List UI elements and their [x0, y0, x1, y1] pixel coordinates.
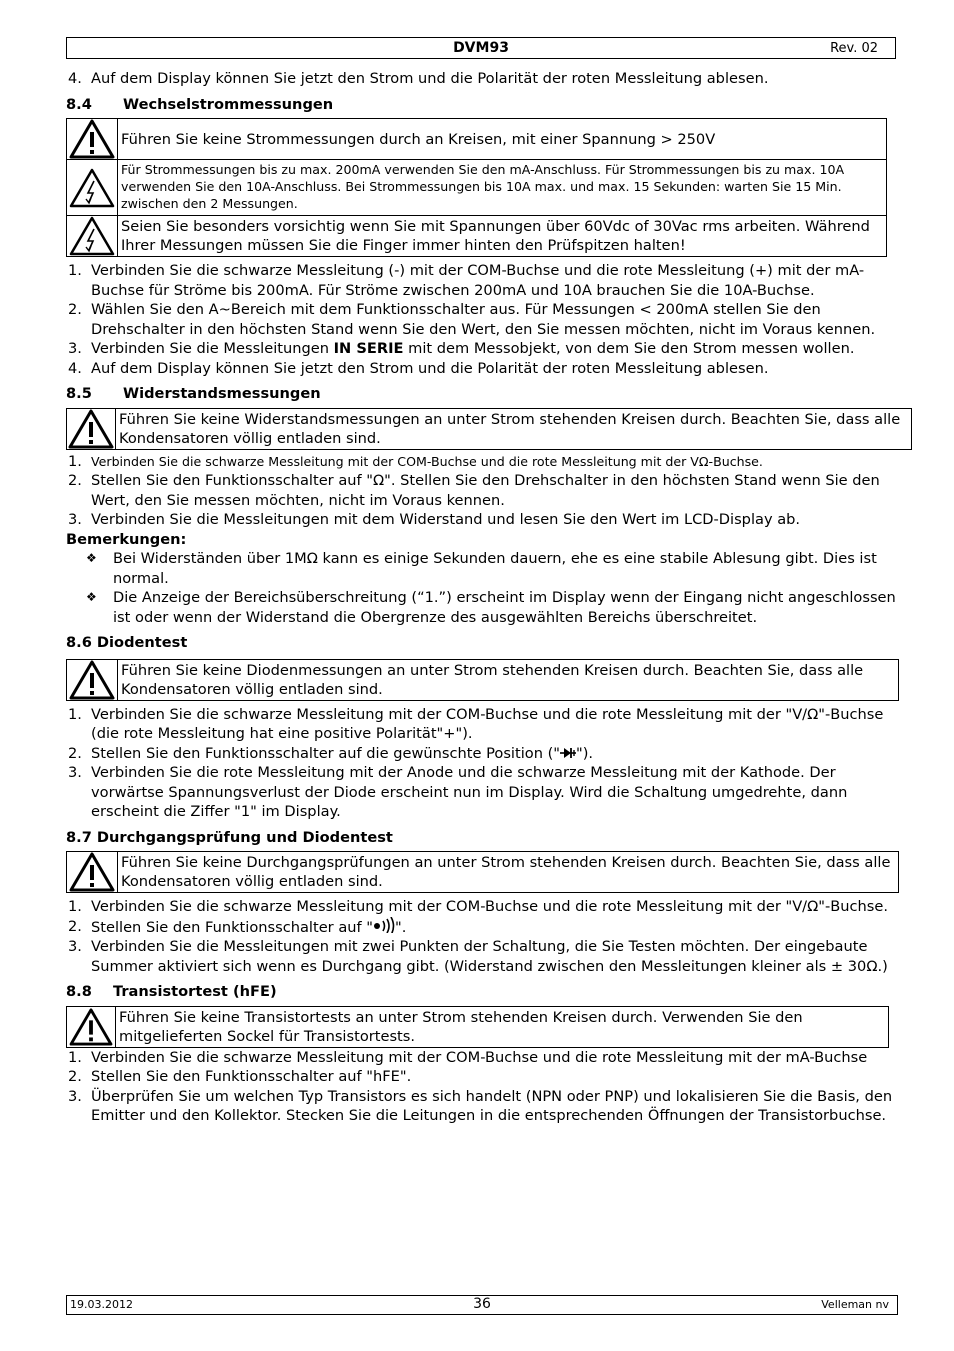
- list-item: 1. Verbinden Sie die schwarze Messleitung mit der COM-Buchse und die rote Messleitung mit der VΩ-Buchse.: [68, 452, 763, 470]
- warning-icon: [67, 119, 118, 160]
- warning-text: Führen Sie keine Diodenmessungen an unter Strom stehenden Kreisen durch. Beachten Sie, dass alle Kondensatoren völlig entladen sind.: [118, 659, 899, 700]
- list-item: 1. Verbinden Sie die schwarze Messleitung mit der COM-Buchse und die rote Messleitung mit der mA-Buchse: [68, 1048, 868, 1066]
- list-item: 3. Verbinden Sie die rote Messleitung mit der Anode und die schwarze Messleitung mit der Kathode. Der vorwärtse Spannungsverlust der Diode erscheint nun im Display. Wird die Schaltung umgedrehte, dann erscheint die Ziffer "1" im Display.: [68, 764, 848, 820]
- list-item: 2. Stellen Sie den Funktionsschalter auf "hFE".: [68, 1068, 412, 1085]
- list-item: 1. Verbinden Sie die schwarze Messleitung mit der COM-Buchse und die rote Messleitung mit der "V/Ω"-Buchse.: [68, 898, 888, 915]
- warning-text: Für Strommessungen bis zu max. 200mA verwenden Sie den mA-Anschluss. Für Strommessungen bis zu max. 10A verwenden Sie den 10A-Anschluss. Bei Strommessungen bis 10A max. und max. 15 Sekunden: warten Sie 15 Min. zwischen den 2 Messungen.: [118, 160, 887, 216]
- list-item: 3. Verbinden Sie die Messleitungen IN SERIE mit dem Messobjekt, von dem Sie den Strom messen wollen.: [68, 340, 855, 357]
- section-heading-8-8: 8.8 Transistortest (hFE): [66, 983, 277, 1000]
- section-heading-8-7: 8.7 Durchgangsprüfung und Diodentest: [66, 828, 393, 846]
- list-item: 3. Verbinden Sie die Messleitungen mit zwei Punkten der Schaltung, die Sie Testen möchten. Der eingebaute Summer aktiviert sich wenn es Durchgang gibt. (Widerstand zwischen den Messleitungen kleiner als ± 30Ω.): [68, 938, 888, 975]
- warning-text: Führen Sie keine Transistortests an unter Strom stehenden Kreisen durch. Verwenden Sie den mitgelieferten Sockel für Transistortests.: [116, 1006, 889, 1047]
- list-item: 3. Verbinden Sie die Messleitungen mit dem Widerstand und lesen Sie den Wert im LCD-Display ab.: [68, 511, 801, 528]
- page: [66, 37, 901, 1126]
- remarks-heading: Bemerkungen:: [66, 530, 187, 548]
- warning-icon: [67, 408, 116, 449]
- warning-table: [66, 659, 899, 701]
- diode-icon: [560, 747, 576, 759]
- warning-table: [66, 851, 899, 893]
- warning-icon: [67, 852, 118, 893]
- page-footer: [66, 1295, 898, 1315]
- warning-icon: [67, 1006, 116, 1047]
- list-item: 4. Auf dem Display können Sie jetzt den Strom und die Polarität der roten Messleitung ablesen.: [68, 70, 769, 87]
- warning-text: Führen Sie keine Strommessungen durch an Kreisen, mit einer Spannung > 250V: [118, 119, 887, 160]
- list-item: 2. Stellen Sie den Funktionsschalter auf " ".: [68, 917, 407, 936]
- section-heading-8-5: 8.5 Widerstandsmessungen: [66, 385, 321, 402]
- list-item: ❖ Die Anzeige der Bereichsüberschreitung (“1.”) erscheint im Display wenn der Eingang nicht angeschlossen ist oder wenn der Widerstand die Obergrenze des ausgewählten Bereichs überschreitet.: [86, 589, 896, 626]
- bullet-icon: ❖: [86, 590, 97, 604]
- section-heading-8-6: 8.6 Diodentest: [66, 634, 188, 651]
- high-voltage-icon: [67, 160, 118, 216]
- warning-icon: [67, 659, 118, 700]
- footer-company: Velleman nv: [821, 1298, 889, 1311]
- warning-text: Führen Sie keine Durchgangsprüfungen an unter Strom stehenden Kreisen durch. Beachten Sie, dass alle Kondensatoren völlig entladen sind.: [118, 852, 899, 893]
- list-item: ❖ Bei Widerständen über 1MΩ kann es einige Sekunden dauern, ehe es eine stabile Ablesung gibt. Dies ist normal.: [86, 550, 877, 587]
- list-item: 3. Überprüfen Sie um welchen Typ Transistors es sich handelt (NPN oder PNP) und lokalisieren Sie die Basis, den Emitter und den Kollektor. Stecken Sie die Leitungen in die entsprechenden Öffnungen der Transistorbuchse.: [68, 1087, 893, 1124]
- page-number: 36: [473, 1296, 491, 1312]
- warning-table: [66, 1006, 889, 1048]
- list-item: 1. Verbinden Sie die schwarze Messleitung mit der COM-Buchse und die rote Messleitung mit der "V/Ω"-Buchse (die rote Messleitung hat eine positive Polarität"+").: [68, 705, 884, 742]
- list-item: 2. Wählen Sie den A~Bereich mit dem Funktionsschalter aus. Für Messungen < 200mA stellen Sie den Drehschalter in den höchsten Stand wenn Sie den Wert, den Sie messen möchten, nicht im Voraus kennen.: [68, 301, 876, 338]
- page-header: [66, 37, 896, 59]
- section-heading-8-4: 8.4 Wechselstrommessungen: [66, 95, 334, 113]
- list-item: 4. Auf dem Display können Sie jetzt den Strom und die Polarität der roten Messleitung ablesen.: [68, 359, 769, 377]
- bullet-icon: ❖: [86, 551, 97, 565]
- warning-table: [66, 408, 912, 450]
- footer-date: 19.03.2012: [70, 1298, 133, 1311]
- list-item: 2. Stellen Sie den Funktionsschalter auf die gewünschte Position (" ").: [68, 744, 594, 762]
- list-item: 1. Verbinden Sie die schwarze Messleitung (-) mit der COM-Buchse und die rote Messleitung (+) mit der mA-Buchse für Ströme bis 200mA. Für Ströme zwischen 200mA und 10A brauchen Sie die 10A-Buchse.: [68, 262, 865, 299]
- document-title: DVM93: [453, 40, 509, 56]
- warning-text: Führen Sie keine Widerstandsmessungen an unter Strom stehenden Kreisen durch. Beachten Sie, dass alle Kondensatoren völlig entladen sind.: [116, 408, 912, 449]
- list-item: 2. Stellen Sie den Funktionsschalter auf "Ω". Stellen Sie den Drehschalter in den höchsten Stand wenn Sie den Wert, den Sie messen möchten, nicht im Voraus kennen.: [68, 472, 880, 509]
- warning-text: Seien Sie besonders vorsichtig wenn Sie mit Spannungen über 60Vdc of 30Vac rms arbeiten. Während Ihrer Messungen müssen Sie die Finger immer hinten den Prüfspitzen halten!: [118, 216, 887, 257]
- revision: Rev. 02: [830, 41, 878, 56]
- high-voltage-icon: [67, 216, 118, 257]
- warning-table: [66, 118, 887, 257]
- buzzer-icon: [373, 917, 395, 933]
